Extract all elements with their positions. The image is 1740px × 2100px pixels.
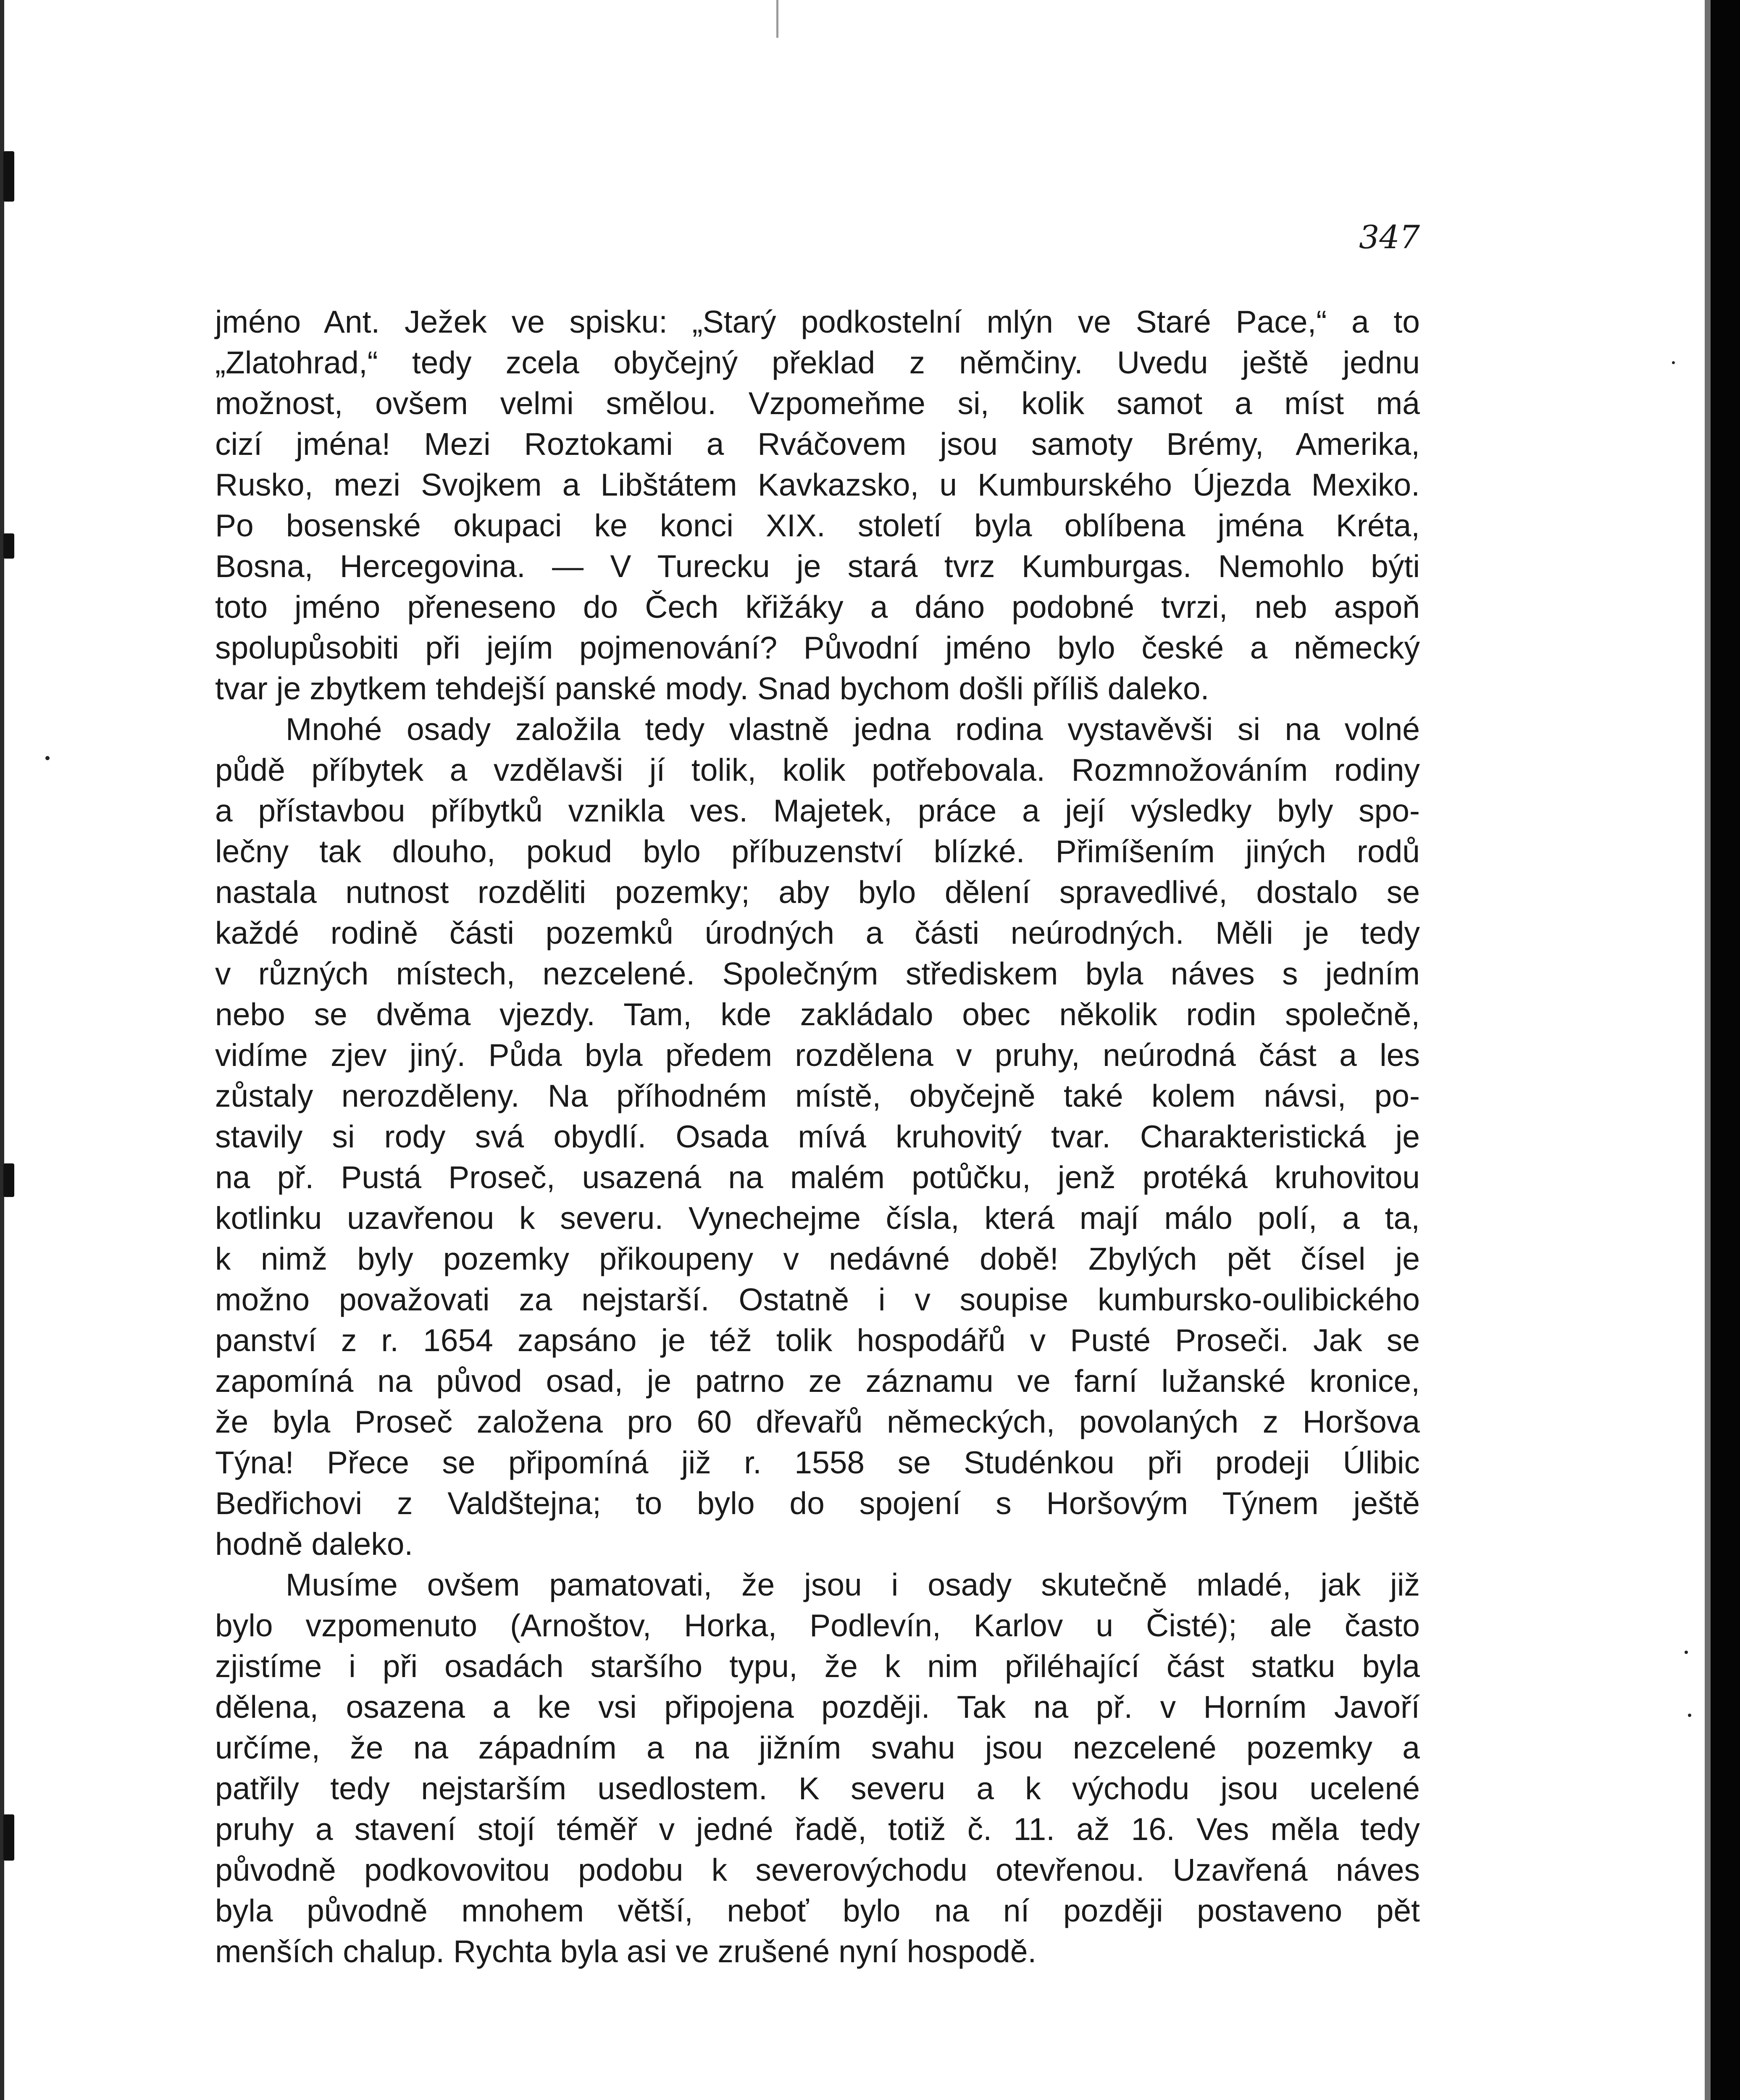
text-line: půdě příbytek a vzdělavši jí tolik, kolik potřebovala. Rozmnožováním rodiny	[215, 752, 1420, 788]
scan-speck	[1672, 361, 1675, 364]
scan-fold-line	[776, 0, 778, 38]
text-line: že byla Proseč založena pro 60 dřevařů německých, povolaných z Horšova	[215, 1404, 1420, 1439]
binding-mark	[3, 533, 14, 559]
scan-border-right-shadow	[1705, 0, 1711, 2100]
text-line: nebo se dvěma vjezdy. Tam, kde zakládalo obec několik rodin společně,	[215, 997, 1420, 1032]
scan-border-left	[0, 0, 4, 2100]
text-line: panství z r. 1654 zapsáno je též tolik hospodářů v Pusté Proseči. Jak se	[215, 1323, 1420, 1358]
text-line: toto jméno přeneseno do Čech křižáky a dáno podobné tvrzi, neb aspoň	[215, 589, 1420, 625]
text-line: možno považovati za nejstarší. Ostatně i v soupise kumbursko-oulibického	[215, 1282, 1420, 1317]
text-line: zjistíme i při osadách staršího typu, že k nim přiléhající část statku byla	[215, 1648, 1420, 1684]
text-line: pruhy a stavení stojí téměř v jedné řadě, totiž č. 11. až 16. Ves měla tedy	[215, 1811, 1420, 1847]
text-line: na př. Pustá Proseč, usazená na malém potůčku, jenž protéká kruhovitou	[215, 1160, 1420, 1195]
text-line: a přístavbou příbytků vznikla ves. Majetek, práce a její výsledky byly spo-	[215, 793, 1420, 828]
text-line: cizí jména! Mezi Roztokami a Rváčovem jsou samoty Brémy, Amerika,	[215, 426, 1420, 462]
text-line: Bedřichovi z Valdštejna; to bylo do spojení s Horšovým Týnem ještě	[215, 1486, 1420, 1521]
scan-speck	[1685, 1651, 1688, 1654]
text-line: Musíme ovšem pamatovati, že jsou i osady skutečně mladé, jak již	[286, 1567, 1420, 1602]
paragraph	[215, 1564, 1420, 1972]
paragraph	[215, 709, 1420, 1564]
text-line: stavily si rody svá obydlí. Osada mívá kruhovitý tvar. Charakteristická je	[215, 1119, 1420, 1154]
text-line: lečny tak dlouho, pokud bylo příbuzenství blízké. Přimíšením jiných rodů	[215, 834, 1420, 869]
scan-border-right	[1711, 0, 1740, 2100]
binding-mark	[3, 151, 14, 202]
text-line: možnost, ovšem velmi smělou. Vzpomeňme si, kolik samot a míst má	[215, 386, 1420, 421]
text-line: vidíme zjev jiný. Půda byla předem rozdělena v pruhy, neúrodná část a les	[215, 1037, 1420, 1073]
text-line: Bosna, Hercegovina. — V Turecku je stará tvrz Kumburgas. Nemohlo býti	[215, 549, 1420, 584]
binding-mark	[3, 1163, 14, 1197]
text-line: dělena, osazena a ke vsi připojena později. Tak na př. v Horním Javoří	[215, 1689, 1420, 1725]
text-line: každé rodině části pozemků úrodných a části neúrodných. Měli je tedy	[215, 915, 1420, 950]
text-line: určíme, že na západním a na jižním svahu jsou nezcelené pozemky a	[215, 1730, 1420, 1765]
text-line: bylo vzpomenuto (Arnoštov, Horka, Podlevín, Karlov u Čisté); ale často	[215, 1608, 1420, 1643]
text-line: byla původně mnohem větší, neboť bylo na ní později postaveno pět	[215, 1893, 1420, 1928]
text-line: původně podkovovitou podobu k severovýchodu otevřenou. Uzavřená náves	[215, 1852, 1420, 1887]
text-line: hodně daleko.	[215, 1526, 413, 1562]
page-number: 347	[1359, 218, 1420, 256]
text-line: tvar je zbytkem tehdejší panské mody. Snad bychom došli příliš daleko.	[215, 671, 1209, 706]
text-line: menších chalup. Rychta byla asi ve zrušené nyní hospodě.	[215, 1934, 1037, 1969]
text-line: zůstaly nerozděleny. Na příhodném místě, obyčejně také kolem návsi, po-	[215, 1078, 1420, 1113]
text-line: patřily tedy nejstarším usedlostem. K severu a k východu jsou ucelené	[215, 1771, 1420, 1806]
text-line: Mnohé osady založila tedy vlastně jedna rodina vystavěvši si na volné	[286, 711, 1420, 747]
text-line: k nimž byly pozemky přikoupeny v nedávné době! Zbylých pět čísel je	[215, 1241, 1420, 1276]
text-line: spolupůsobiti při jejím pojmenování? Původní jméno bylo české a německý	[215, 630, 1420, 665]
text-line: kotlinku uzavřenou k severu. Vynechejme čísla, která mají málo polí, a ta,	[215, 1200, 1420, 1236]
text-line: Týna! Přece se připomíná již r. 1558 se Studénkou při prodeji Úlibic	[215, 1445, 1420, 1480]
text-line: Po bosenské okupaci ke konci XIX. století byla oblíbena jména Kréta,	[215, 508, 1420, 543]
text-line: v různých místech, nezcelené. Společným střediskem byla náves s jedním	[215, 956, 1420, 991]
text-line: „Zlatohrad,“ tedy zcela obyčejný překlad z němčiny. Uvedu ještě jednu	[215, 345, 1420, 380]
scan-speck	[1688, 1714, 1691, 1717]
text-line: Rusko, mezi Svojkem a Libštátem Kavkazsko, u Kumburského Újezda Mexiko.	[215, 467, 1420, 502]
text-line: jméno Ant. Ježek ve spisku: „Starý podkostelní mlýn ve Staré Pace,“ a to	[215, 304, 1420, 339]
binding-mark	[3, 1814, 14, 1861]
paragraph	[215, 302, 1420, 709]
scan-speck	[45, 756, 50, 760]
text-line: nastala nutnost rozděliti pozemky; aby bylo dělení spravedlivé, dostalo se	[215, 874, 1420, 910]
text-line: zapomíná na původ osad, je patrno ze záznamu ve farní lužanské kronice,	[215, 1363, 1420, 1399]
body-text	[215, 302, 1420, 1972]
